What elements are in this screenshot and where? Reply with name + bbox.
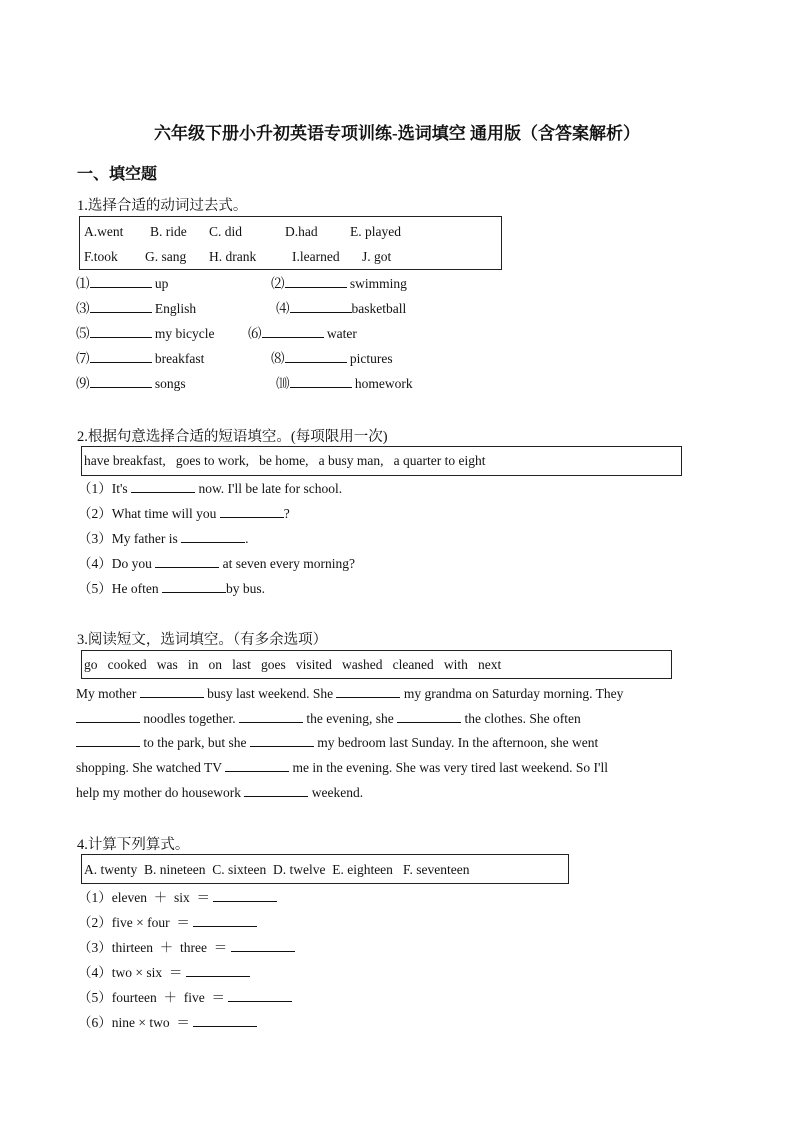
q2-item: （4）Do you at seven every morning? [78, 556, 355, 571]
q4-item: （1）eleven ＋ six ＝ [78, 889, 277, 907]
answer-blank[interactable] [193, 914, 257, 927]
q1-item: ⑸ my bicycle [76, 326, 215, 341]
q1-word-bank [79, 216, 502, 270]
answer-blank[interactable] [220, 505, 284, 518]
q1-option: D.had [285, 224, 318, 239]
answer-blank[interactable] [181, 530, 245, 543]
answer-blank[interactable] [162, 580, 226, 593]
section-heading: 一、填空题 [77, 166, 158, 183]
q4-item: （3）thirteen ＋ three ＝ [78, 939, 295, 957]
answer-blank[interactable] [193, 1014, 257, 1027]
answer-blank[interactable] [90, 350, 152, 363]
q2-item: （3）My father is . [78, 531, 249, 546]
q1-option: J. got [362, 249, 392, 264]
q1-option: G. sang [145, 249, 187, 264]
q1-item: ⑽ homework [276, 376, 413, 391]
answer-blank[interactable] [228, 989, 292, 1002]
q4-item: （4）two × six ＝ [78, 964, 250, 982]
answer-blank[interactable] [239, 710, 303, 723]
q1-item: ⑼ songs [76, 376, 186, 391]
q3-passage-line: My mother busy last weekend. She my grandma on Saturday morning. They [76, 686, 624, 701]
q1-item: ⑷ basketball [276, 301, 407, 316]
q3-word-bank [81, 650, 672, 679]
answer-blank[interactable] [244, 784, 308, 797]
q1-item: ⑶ English [76, 301, 197, 316]
q4-options: A. twenty B. nineteen C. sixteen D. twelve E. eighteen F. seventeen [84, 862, 470, 877]
q4-word-bank [81, 854, 569, 884]
q1-option: I.learned [292, 249, 340, 264]
answer-blank[interactable] [290, 300, 352, 313]
q1-item: ⑹ water [248, 326, 357, 341]
q4-heading: 4.计算下列算式。 [77, 837, 190, 853]
q1-item: ⑻ pictures [271, 351, 393, 366]
q1-item: ⑴ up [76, 276, 169, 291]
answer-blank[interactable] [90, 275, 152, 288]
answer-blank[interactable] [231, 939, 295, 952]
answer-blank[interactable] [285, 350, 347, 363]
q1-option: F.took [84, 249, 118, 264]
q4-item: （6）nine × two ＝ [78, 1014, 257, 1032]
answer-blank[interactable] [155, 555, 219, 568]
q2-item: （2）What time will you ? [78, 506, 290, 521]
q2-options: have breakfast, goes to work, be home, a busy man, a quarter to eight [84, 453, 486, 468]
q1-option: C. did [209, 224, 243, 239]
answer-blank[interactable] [90, 325, 152, 338]
q2-item: （5）He often by bus. [78, 581, 265, 596]
answer-blank[interactable] [397, 710, 461, 723]
answer-blank[interactable] [290, 375, 352, 388]
q3-options: go cooked was in on last goes visited washed cleaned with next [84, 657, 502, 672]
answer-blank[interactable] [90, 300, 152, 313]
q2-item: （1）It's now. I'll be late for school. [78, 481, 343, 496]
q3-passage-line: noodles together. the evening, she the clothes. She often [76, 710, 581, 728]
q3-passage-line: to the park, but she my bedroom last Sunday. In the afternoon, she went [76, 734, 598, 752]
answer-blank[interactable] [140, 685, 204, 698]
q1-option: B. ride [150, 224, 187, 239]
q1-option: A.went [84, 224, 124, 239]
answer-blank[interactable] [76, 734, 140, 747]
answer-blank[interactable] [285, 275, 347, 288]
page-title: 六年级下册小升初英语专项训练-选词填空 通用版（含答案解析） [154, 124, 640, 143]
q3-heading: 3.阅读短文，选词填空。（有多余选项） [77, 632, 328, 648]
answer-blank[interactable] [90, 375, 152, 388]
q1-heading: 1.选择合适的动词过去式。 [77, 198, 248, 214]
answer-blank[interactable] [213, 889, 277, 902]
answer-blank[interactable] [262, 325, 324, 338]
answer-blank[interactable] [225, 759, 289, 772]
q3-passage-line: shopping. She watched TV me in the evening. She was very tired last weekend. So I'll [76, 760, 608, 775]
q1-option: E. played [350, 224, 401, 239]
answer-blank[interactable] [131, 480, 195, 493]
q1-item: ⑺ breakfast [76, 351, 205, 366]
q3-passage-line: help my mother do housework weekend. [76, 785, 364, 800]
q4-item: （2）five × four ＝ [78, 914, 257, 932]
q1-item: ⑵ swimming [271, 276, 407, 291]
answer-blank[interactable] [186, 964, 250, 977]
answer-blank[interactable] [250, 734, 314, 747]
q1-option: H. drank [209, 249, 257, 264]
q2-heading: 2.根据句意选择合适的短语填空。(每项限用一次) [77, 429, 388, 445]
q4-item: （5）fourteen ＋ five ＝ [78, 989, 292, 1007]
answer-blank[interactable] [76, 710, 140, 723]
q2-word-bank [81, 446, 682, 476]
answer-blank[interactable] [336, 685, 400, 698]
